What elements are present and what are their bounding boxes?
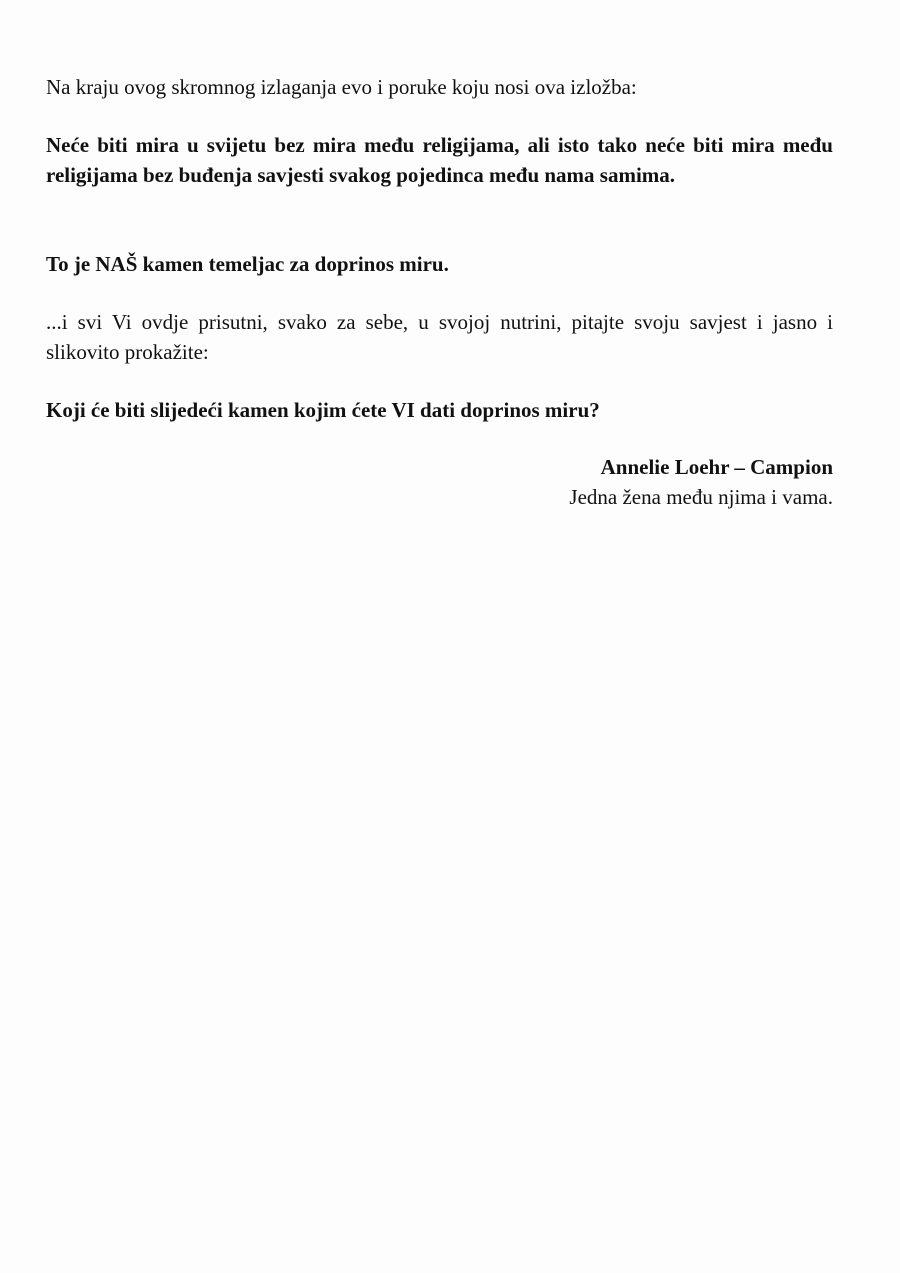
signature-name: Annelie Loehr – Campion xyxy=(600,455,833,479)
signature-block xyxy=(569,452,833,512)
appeal-paragraph: ...i svi Vi ovdje prisutni, svako za sebe, u svojoj nutrini, pitajte svoju savjest i jasno i slikovito prokažite: xyxy=(46,310,833,364)
question-paragraph: Koji će biti slijedeći kamen kojim ćete VI dati doprinos miru? xyxy=(46,398,600,422)
intro-paragraph: Na kraju ovog skromnog izlaganja evo i poruke koju nosi ova izložba: xyxy=(46,75,637,99)
signature-role: Jedna žena među njima i vama. xyxy=(569,485,833,509)
cornerstone-paragraph: To je NAŠ kamen temeljac za doprinos miru. xyxy=(46,252,449,276)
peace-statement-paragraph: Neće biti mira u svijetu bez mira među religijama, ali isto tako neće biti mira među religijama bez buđenja savjesti svakog pojedinca među nama samima. xyxy=(46,133,833,187)
